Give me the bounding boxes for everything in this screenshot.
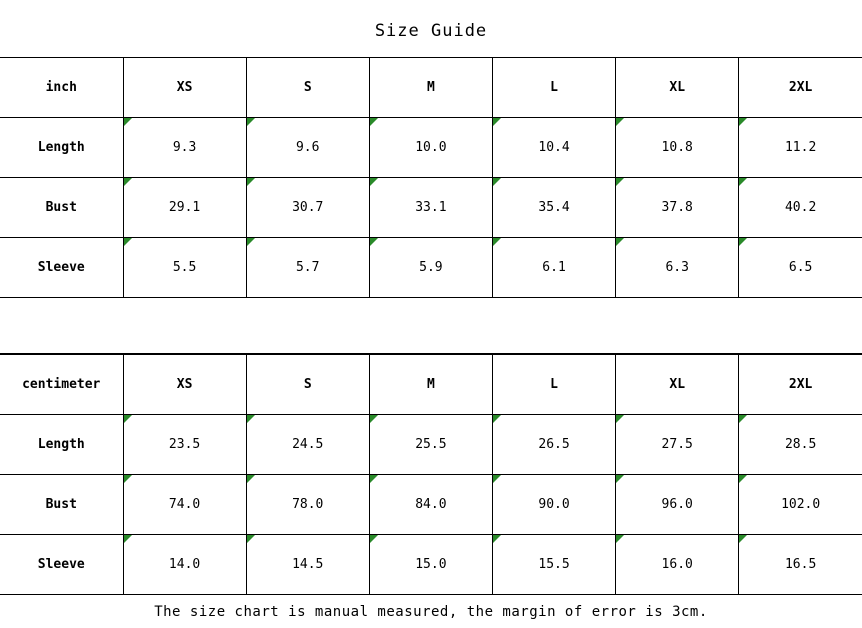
page-title: Size Guide <box>374 21 488 41</box>
row-label-length: Length <box>0 118 123 178</box>
table-header-row <box>0 355 862 415</box>
column-header-xs: XS <box>123 355 246 415</box>
table-separator <box>0 298 862 354</box>
cell-bust-s: 30.7 <box>246 178 369 238</box>
column-header-xs: XS <box>123 58 246 118</box>
cell-length-m: 10.0 <box>369 118 492 178</box>
table-row <box>0 475 862 535</box>
cell-length-xl: 10.8 <box>616 118 739 178</box>
column-header-s: S <box>246 58 369 118</box>
table-row <box>0 118 862 178</box>
row-label-sleeve: Sleeve <box>0 238 123 298</box>
cell-sleeve-s: 5.7 <box>246 238 369 298</box>
size-table-centimeter <box>0 354 862 595</box>
cell-bust-xl: 96.0 <box>616 475 739 535</box>
cell-sleeve-xs: 5.5 <box>123 238 246 298</box>
cell-length-m: 25.5 <box>369 415 492 475</box>
table-header-row <box>0 58 862 118</box>
cell-bust-xs: 29.1 <box>123 178 246 238</box>
table-row <box>0 535 862 595</box>
cell-bust-m: 84.0 <box>369 475 492 535</box>
column-header-2xl: 2XL <box>739 355 862 415</box>
cell-sleeve-2xl: 16.5 <box>739 535 862 595</box>
column-header-s: S <box>246 355 369 415</box>
cell-sleeve-xl: 16.0 <box>616 535 739 595</box>
column-header-l: L <box>492 58 615 118</box>
row-label-sleeve: Sleeve <box>0 535 123 595</box>
cell-length-l: 10.4 <box>492 118 615 178</box>
column-header-xl: XL <box>616 355 739 415</box>
column-header-m: M <box>369 58 492 118</box>
cell-length-2xl: 11.2 <box>739 118 862 178</box>
cell-length-xs: 9.3 <box>123 118 246 178</box>
cell-sleeve-m: 15.0 <box>369 535 492 595</box>
table-row <box>0 178 862 238</box>
cell-length-xl: 27.5 <box>616 415 739 475</box>
cell-length-xs: 23.5 <box>123 415 246 475</box>
cell-bust-m: 33.1 <box>369 178 492 238</box>
cell-sleeve-l: 15.5 <box>492 535 615 595</box>
table-row <box>0 238 862 298</box>
unit-label-inch: inch <box>0 58 123 118</box>
footer-note: The size chart is manual measured, the margin of error is 3cm. <box>154 603 708 620</box>
cell-sleeve-2xl: 6.5 <box>739 238 862 298</box>
cell-bust-xl: 37.8 <box>616 178 739 238</box>
cell-length-l: 26.5 <box>492 415 615 475</box>
cell-sleeve-l: 6.1 <box>492 238 615 298</box>
cell-sleeve-s: 14.5 <box>246 535 369 595</box>
column-header-xl: XL <box>616 58 739 118</box>
row-label-bust: Bust <box>0 178 123 238</box>
column-header-m: M <box>369 355 492 415</box>
cell-sleeve-xl: 6.3 <box>616 238 739 298</box>
cell-bust-s: 78.0 <box>246 475 369 535</box>
cell-length-s: 24.5 <box>246 415 369 475</box>
cell-sleeve-xs: 14.0 <box>123 535 246 595</box>
cell-bust-2xl: 40.2 <box>739 178 862 238</box>
cell-length-2xl: 28.5 <box>739 415 862 475</box>
column-header-l: L <box>492 355 615 415</box>
cell-bust-2xl: 102.0 <box>739 475 862 535</box>
unit-label-centimeter: centimeter <box>0 355 123 415</box>
row-label-length: Length <box>0 415 123 475</box>
column-header-2xl: 2XL <box>739 58 862 118</box>
table-row <box>0 415 862 475</box>
row-label-bust: Bust <box>0 475 123 535</box>
cell-bust-l: 90.0 <box>492 475 615 535</box>
cell-bust-l: 35.4 <box>492 178 615 238</box>
cell-bust-xs: 74.0 <box>123 475 246 535</box>
cell-sleeve-m: 5.9 <box>369 238 492 298</box>
cell-length-s: 9.6 <box>246 118 369 178</box>
size-table-inch <box>0 57 862 298</box>
